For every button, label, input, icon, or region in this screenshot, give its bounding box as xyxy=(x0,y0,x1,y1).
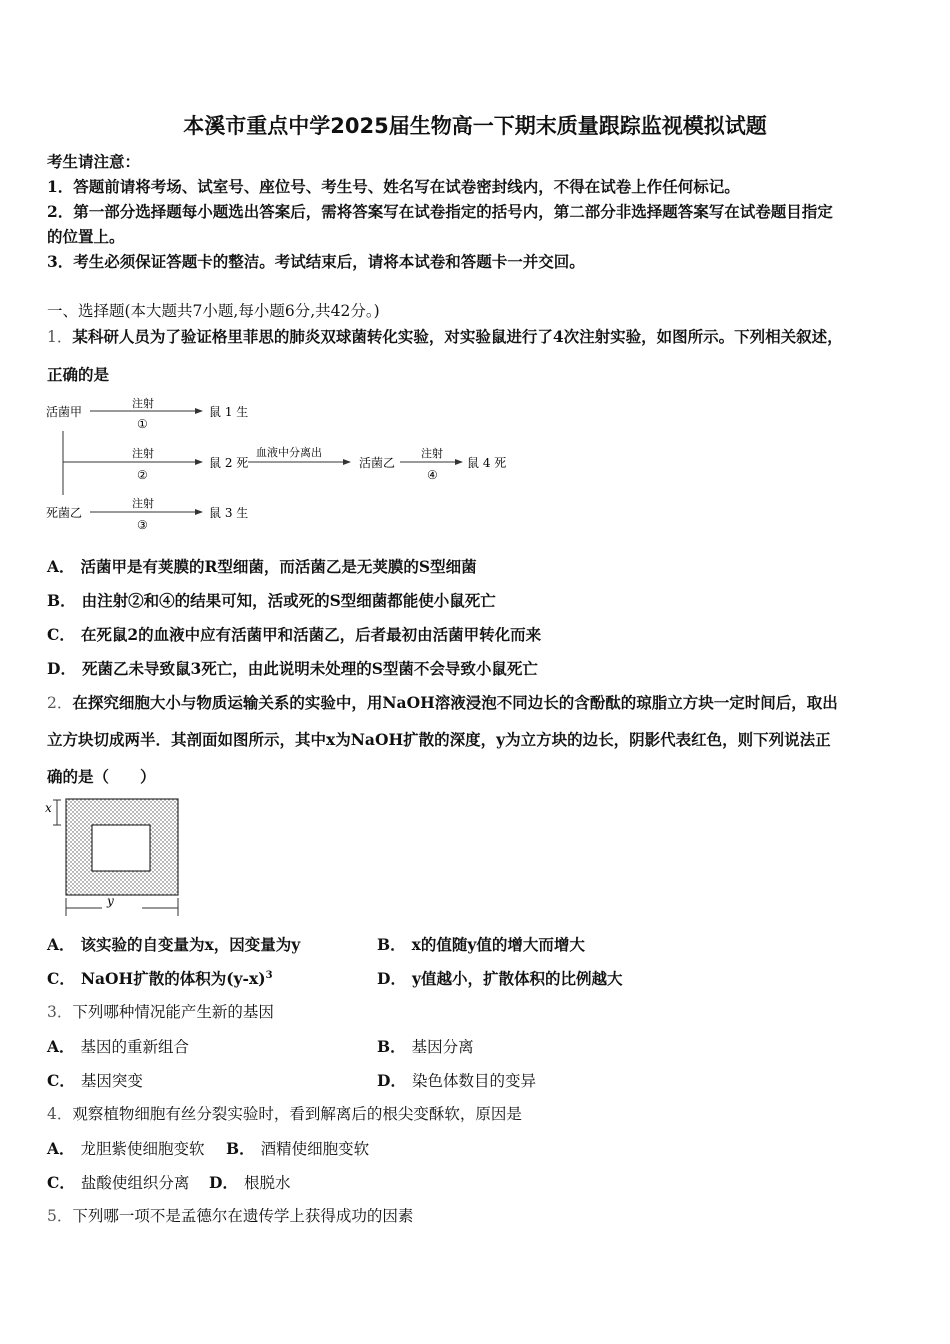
option-label: A． xyxy=(47,557,75,576)
option-label: C． xyxy=(47,969,75,988)
q1-injection-diagram xyxy=(44,395,514,530)
option-text: 死菌乙未导致鼠3死亡，由此说明未处理的S型菌不会导致小鼠死亡 xyxy=(81,659,538,678)
q4-option-a[interactable] xyxy=(47,1137,205,1159)
q3-option-b[interactable] xyxy=(377,1035,474,1057)
diagram-inject-label-3: 注射 xyxy=(132,497,154,510)
q5-text: 下列哪一项不是孟德尔在遗传学上获得成功的因素 xyxy=(72,1207,414,1225)
notice-heading: 考生请注意： xyxy=(47,152,141,171)
option-text: 基因的重新组合 xyxy=(80,1038,190,1056)
page-title: 本溪市重点中学2025届生物高一下期末质量跟踪监视模拟试题 xyxy=(183,114,767,138)
section-heading: 一、选择题(本大题共7小题,每小题6分,共42分。) xyxy=(47,302,380,320)
q2-stem xyxy=(47,692,838,714)
diagram-circle-2: ② xyxy=(137,468,148,482)
q3-stem xyxy=(47,1001,274,1023)
q4-number: 4． xyxy=(47,1105,73,1123)
q2-text-1: 在探究细胞大小与物质运输关系的实验中，用NaOH溶液浸泡不同边长的含酚酞的琼脂立方块一定时间后，取出 xyxy=(72,693,838,712)
option-text: 基因突变 xyxy=(80,1072,143,1090)
option-superscript: 3 xyxy=(265,969,273,981)
diagram-mouse-4: 鼠 4 死 xyxy=(467,456,507,470)
option-text: NaOH扩散的体积为(y-x) xyxy=(80,969,266,988)
q1-option-d[interactable] xyxy=(47,657,538,679)
option-text: 活菌甲是有荚膜的R型细菌，而活菌乙是无荚膜的S型细菌 xyxy=(80,557,477,576)
diagram-circle-3: ③ xyxy=(137,518,148,530)
diagram-live-bacteria-a: 活菌甲 xyxy=(46,405,83,419)
option-label: B． xyxy=(47,591,76,610)
option-label: A． xyxy=(47,1139,75,1158)
diagram-mouse-2: 鼠 2 死 xyxy=(209,456,249,470)
option-label: C． xyxy=(47,1071,75,1090)
q4-text: 观察植物细胞有丝分裂实验时，看到解离后的根尖变酥软，原因是 xyxy=(72,1105,522,1123)
q2-option-b[interactable] xyxy=(377,933,585,955)
option-label: D． xyxy=(377,1071,406,1090)
q5-stem xyxy=(47,1205,413,1227)
diagram-live-bacteria-b: 活菌乙 xyxy=(359,456,396,470)
q1-option-a[interactable] xyxy=(47,555,477,577)
diagram-inject-label-4: 注射 xyxy=(421,447,443,460)
q3-option-c[interactable] xyxy=(47,1069,143,1091)
q2-option-c[interactable] xyxy=(47,967,273,989)
option-label: D． xyxy=(209,1173,238,1192)
q1-number: 1． xyxy=(47,328,73,346)
notice-item-2-cont: 的位置上。 xyxy=(47,227,125,246)
q1-option-b[interactable] xyxy=(47,589,496,611)
option-label: A． xyxy=(47,1037,75,1056)
figure-x-label: x xyxy=(45,801,52,815)
option-label: B． xyxy=(226,1139,255,1158)
option-text: 龙胆紫使细胞变软 xyxy=(80,1140,205,1158)
diagram-circle-1: ① xyxy=(137,417,148,431)
q3-text: 下列哪种情况能产生新的基因 xyxy=(72,1003,274,1021)
option-text: 盐酸使组织分离 xyxy=(80,1174,190,1192)
diagram-mouse-3: 鼠 3 生 xyxy=(209,506,249,520)
q3-number: 3． xyxy=(47,1003,73,1021)
option-label: C． xyxy=(47,1173,75,1192)
q4-option-b[interactable] xyxy=(226,1137,369,1159)
q1-text-1: 某科研人员为了验证格里菲思的肺炎双球菌转化实验，对实验鼠进行了4次注射实验，如图所示。下列相关叙述， xyxy=(72,327,843,346)
q2-text-3: 确的是（ ） xyxy=(47,767,156,786)
option-label: B． xyxy=(377,1037,406,1056)
option-text: y值越小，扩散体积的比例越大 xyxy=(411,969,623,988)
option-label: D． xyxy=(47,659,76,678)
option-text: 基因分离 xyxy=(411,1038,474,1056)
option-label: B． xyxy=(377,935,406,954)
notice-item-3: 3．考生必须保证答题卡的整洁。考试结束后，请将本试卷和答题卡一并交回。 xyxy=(47,252,585,271)
q3-option-a[interactable] xyxy=(47,1035,189,1057)
q1-stem xyxy=(47,326,843,348)
option-text: 由注射②和④的结果可知，活或死的S型细菌都能使小鼠死亡 xyxy=(81,591,496,610)
option-text: 该实验的自变量为x，因变量为y xyxy=(80,935,301,954)
q1-text-2: 正确的是 xyxy=(47,365,110,384)
notice-item-1: 1．答题前请将考场、试室号、座位号、考生号、姓名写在试卷密封线内，不得在试卷上作任何标记。 xyxy=(47,177,740,196)
q3-option-d[interactable] xyxy=(377,1069,536,1091)
q4-option-c[interactable] xyxy=(47,1171,189,1193)
option-text: 在死鼠2的血液中应有活菌甲和活菌乙，后者最初由活菌甲转化而来 xyxy=(80,625,542,644)
option-text: 染色体数目的变异 xyxy=(411,1072,536,1090)
diagram-separate-label: 血液中分离出 xyxy=(256,446,322,459)
q1-option-c[interactable] xyxy=(47,623,541,645)
diagram-circle-4: ④ xyxy=(427,468,438,482)
option-label: C． xyxy=(47,625,75,644)
diagram-dead-bacteria-b: 死菌乙 xyxy=(46,506,83,520)
option-text: 酒精使细胞变软 xyxy=(260,1140,370,1158)
diagram-inject-label-2: 注射 xyxy=(132,447,154,460)
option-text: 根脱水 xyxy=(243,1174,291,1192)
notice-item-2: 2．第一部分选择题每小题选出答案后，需将答案写在试卷指定的括号内，第二部分非选择题答案写在试卷题目指定 xyxy=(47,202,833,221)
diagram-inject-label-1: 注射 xyxy=(132,397,154,410)
figure-y-label: y xyxy=(107,894,114,908)
q5-number: 5． xyxy=(47,1207,73,1225)
q2-option-d[interactable] xyxy=(377,967,622,989)
diagram-mouse-1: 鼠 1 生 xyxy=(209,405,249,419)
q4-stem xyxy=(47,1103,522,1125)
q2-text-2: 立方块切成两半．其剖面如图所示，其中x为NaOH扩散的深度，y为立方块的边长，阴影代表红色，则下列说法正 xyxy=(47,730,831,749)
q2-option-a[interactable] xyxy=(47,933,300,955)
q4-option-d[interactable] xyxy=(209,1171,290,1193)
option-label: A． xyxy=(47,935,75,954)
option-label: D． xyxy=(377,969,406,988)
option-text: x的值随y值的增大而增大 xyxy=(411,935,585,954)
q2-agar-cube-figure xyxy=(44,795,189,920)
q2-number: 2． xyxy=(47,694,73,712)
